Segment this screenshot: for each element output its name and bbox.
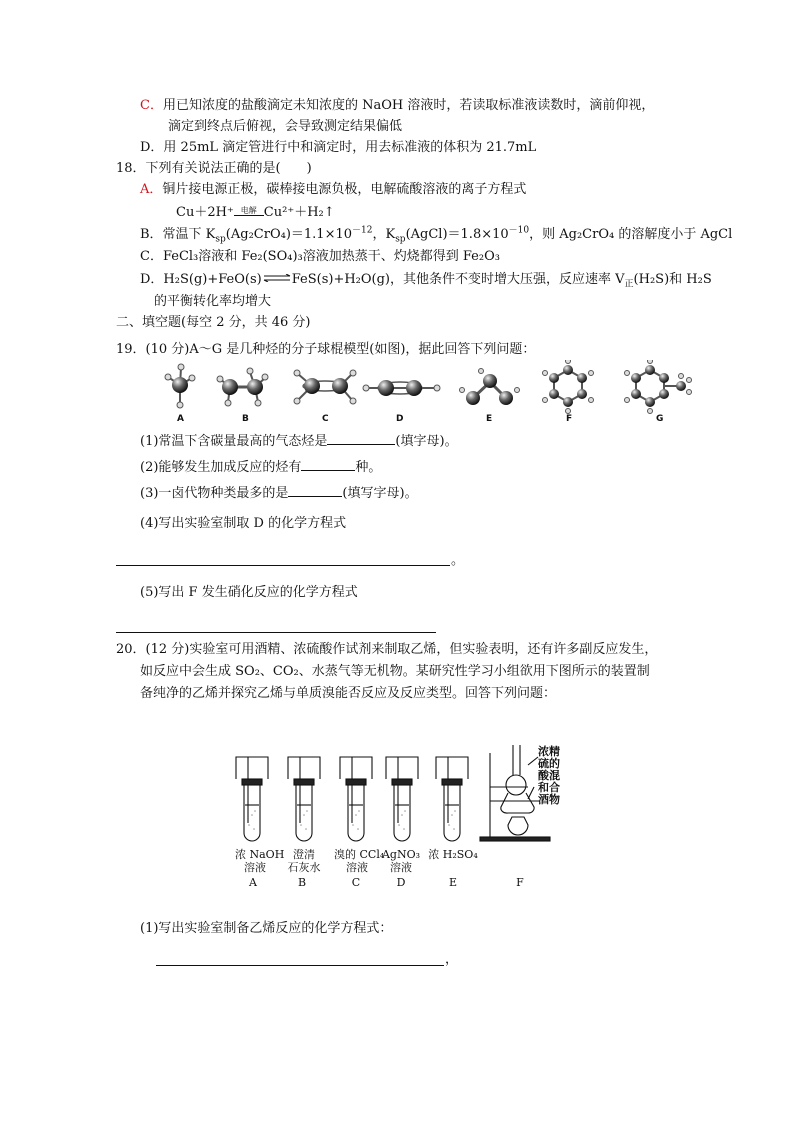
q19-part-5-answer-line[interactable] — [116, 632, 436, 633]
q19-part-1: (1)常温下含碳量最高的气态烃是 (填字母)。 — [140, 430, 458, 451]
model-label-e: E — [486, 414, 493, 424]
model-label-d: D — [396, 414, 404, 424]
q19-stem: 19．(10 分)A～G 是几种烃的分子球棍模型(如图)，据此回答下列问题： — [116, 342, 536, 357]
q17-option-d: D．用 25mL 滴定管进行中和滴定时，用去标准液的体积为 21.7mL — [140, 140, 537, 155]
q18-stem: 18．下列有关说法正确的是( ) — [116, 161, 312, 176]
tube-a-tag: A — [249, 876, 257, 889]
test-tube-b — [288, 757, 320, 841]
electrolysis-condition: 电解 — [234, 206, 264, 216]
q18-option-c: C．FeCl₃溶液和 Fe₂(SO₄)₃溶液加热蒸干、灼烧都得到 Fe₂O₃ — [140, 249, 500, 264]
test-tube-d — [386, 757, 418, 841]
period: 。 — [451, 553, 465, 568]
model-a-methane — [165, 364, 195, 408]
tube-b-reagent: 澄清 石灰水 — [287, 848, 321, 874]
model-b-ethane — [217, 368, 268, 406]
flask-reagent-label: 浓精 硫的 酸混 和合 酒物 — [538, 745, 560, 806]
model-label-a: A — [177, 414, 184, 424]
comma: ， — [445, 952, 459, 967]
q17-option-c-line1: C．用已知浓度的盐酸滴定未知浓度的 NaOH 溶液时，若读取标准液读数时，滴前仰视， — [140, 98, 655, 113]
model-label-f: F — [566, 414, 573, 424]
q20-line-3: 备纯净的乙烯并探究乙烯与单质溴能否反应及反应类型。回答下列问题： — [140, 686, 557, 701]
tube-e-tag: E — [448, 876, 458, 889]
q19-part-4: (4)写出实验室制取 D 的化学方程式 — [140, 516, 347, 531]
q18-option-b: B．常温下 $K_{sp}(Ag_2CrO_4)=1.1\times 10^{-12}$，$K_{sp}(AgCl)=1.8\times 10^{-10}$，则 Ag₂CrO₄ 的溶解度小于 AgCl — [140, 225, 733, 245]
q20-part-1-answer-line[interactable] — [156, 965, 444, 966]
tube-a-reagent: 浓 NaOH 溶液 — [235, 848, 285, 874]
q20-line-1: 20．(12 分)实验室可用酒精、浓硫酸作试剂来制取乙烯，但实验表明，还有许多副反应发生， — [116, 642, 658, 657]
model-f-benzene — [543, 360, 594, 414]
test-tube-a — [236, 757, 268, 841]
q17-option-c-line2: 滴定到终点后俯视，会导致测定结果偏低 — [168, 119, 403, 134]
q20-line-2: 如反应中会生成 SO₂、CO₂、水蒸气等无机物。某研究性学习小组欲用下图所示的装置制 — [140, 664, 650, 679]
test-tube-c — [340, 757, 372, 841]
tube-e-reagent: 浓 H₂SO₄ — [428, 848, 478, 861]
apparatus-figure — [228, 745, 578, 850]
tube-d-tag: D — [396, 876, 406, 889]
q19-part-5: (5)写出 F 发生硝化反应的化学方程式 — [140, 585, 358, 600]
q18-option-d-line1: D．H₂S(g)+FeO(s) FeS(s)+H₂O(g)，其他条件不变时增大压强，反应速率 $V_正(H_2S)$和 H₂S — [140, 272, 712, 290]
q18-option-a: A．铜片接电源正极，碳棒接电源负极，电解硫酸溶液的离子方程式 — [140, 182, 527, 197]
q19-part-3: (3)一卤代物种类最多的是 (填写字母)。 — [140, 482, 418, 503]
ball-stick-models-figure — [140, 360, 700, 430]
answer-blank[interactable] — [288, 482, 342, 497]
tube-c-reagent: 溴的 CCl₄ 溶液 — [334, 848, 385, 874]
tube-d-reagent: AgNO₃ 溶液 — [381, 848, 421, 874]
model-e-propane — [460, 369, 520, 406]
q18-option-a-equation: Cu＋2H⁺ 电解 Cu²⁺＋H₂↑ — [176, 205, 335, 220]
model-d-ethyne — [363, 380, 440, 396]
answer-blank[interactable] — [327, 430, 395, 445]
q19-part-4-answer-line[interactable] — [116, 565, 450, 566]
q19-part-2: (2)能够发生加成反应的烃有 种。 — [140, 456, 381, 477]
q18-option-d-line2: 的平衡转化率均增大 — [154, 294, 272, 309]
model-label-g: G — [656, 414, 664, 424]
model-c-ethene — [294, 370, 356, 404]
model-label-c: C — [322, 414, 329, 424]
model-label-b: B — [242, 414, 249, 424]
tube-c-tag: C — [351, 876, 361, 889]
equilibrium-arrow-icon — [262, 270, 292, 288]
q20-part-1: (1)写出实验室制备乙烯反应的化学方程式： — [140, 921, 393, 936]
flask-f-tag: F — [516, 876, 524, 889]
section-2-heading: 二、填空题(每空 2 分，共 46 分) — [116, 315, 311, 330]
model-g-toluene — [625, 360, 692, 414]
tube-b-tag: B — [297, 876, 307, 889]
answer-blank[interactable] — [301, 456, 355, 471]
test-tube-e — [436, 757, 468, 841]
